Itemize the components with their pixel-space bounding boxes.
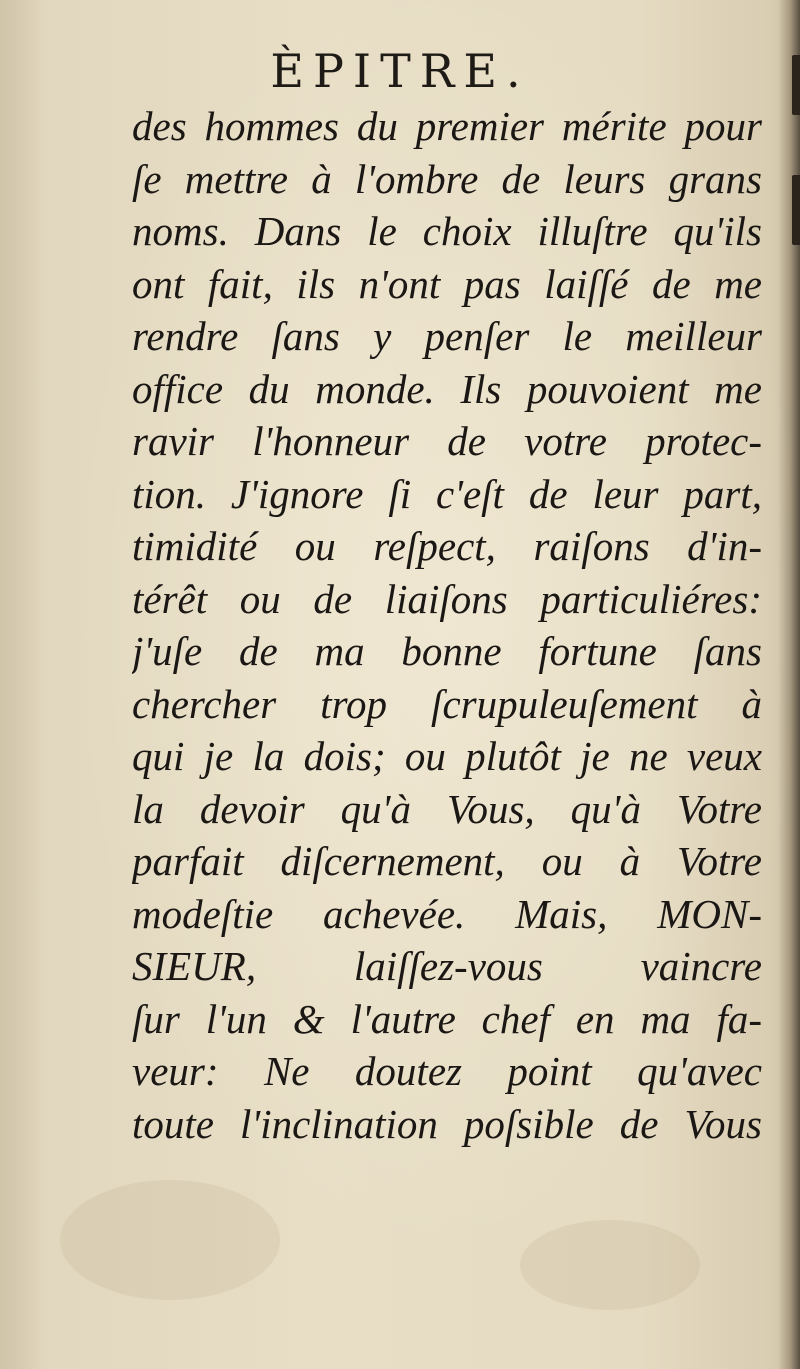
text-line: office du monde. Ils pouvoient me — [132, 365, 762, 412]
text-line: noms. Dans le choix illuſtre qu'ils — [132, 208, 762, 254]
text-line: rendre ſans y penſer le meilleur — [132, 313, 762, 359]
text-line: chercher trop ſcrupuleuſement à — [132, 680, 762, 727]
body-text — [132, 100, 762, 1150]
text-line: des hommes du premier mérite pour — [132, 103, 762, 149]
text-line: modeſtie achevée. Mais, MON- — [132, 890, 762, 937]
text-line: j'uſe de ma bonne fortune ſans — [132, 628, 762, 674]
text-line: ont fait, ils n'ont pas laiſſé de me — [132, 260, 762, 307]
text-line: ſe mettre à l'ombre de leurs grans — [132, 155, 762, 202]
page-edge-mark — [792, 175, 800, 245]
text-line: tion. J'ignore ſi c'eſt de leur part, — [132, 470, 762, 517]
text-line: qui je la dois; ou plutôt je ne veux — [132, 733, 762, 779]
paper-stain — [520, 1220, 700, 1310]
text-line: ſur l'un & l'autre chef en ma fa- — [132, 995, 762, 1042]
text-line: toute l'inclination poſsible de Vous — [132, 1100, 762, 1147]
text-line: timidité ou reſpect, raiſons d'in- — [132, 523, 762, 569]
paper-stain — [60, 1180, 280, 1300]
text-line: parfait diſcernement, ou à Votre — [132, 838, 762, 884]
text-line: veur: Ne doutez point qu'avec — [132, 1048, 762, 1094]
text-line: la devoir qu'à Vous, qu'à Votre — [132, 785, 762, 832]
running-head: ÈPITRE. — [270, 44, 530, 98]
text-line: SIEUR, laiſſez-vous vaincre — [132, 943, 762, 989]
text-line: ravir l'honneur de votre protec- — [132, 418, 762, 464]
text-line: térêt ou de liaiſons particuliéres: — [132, 575, 762, 622]
